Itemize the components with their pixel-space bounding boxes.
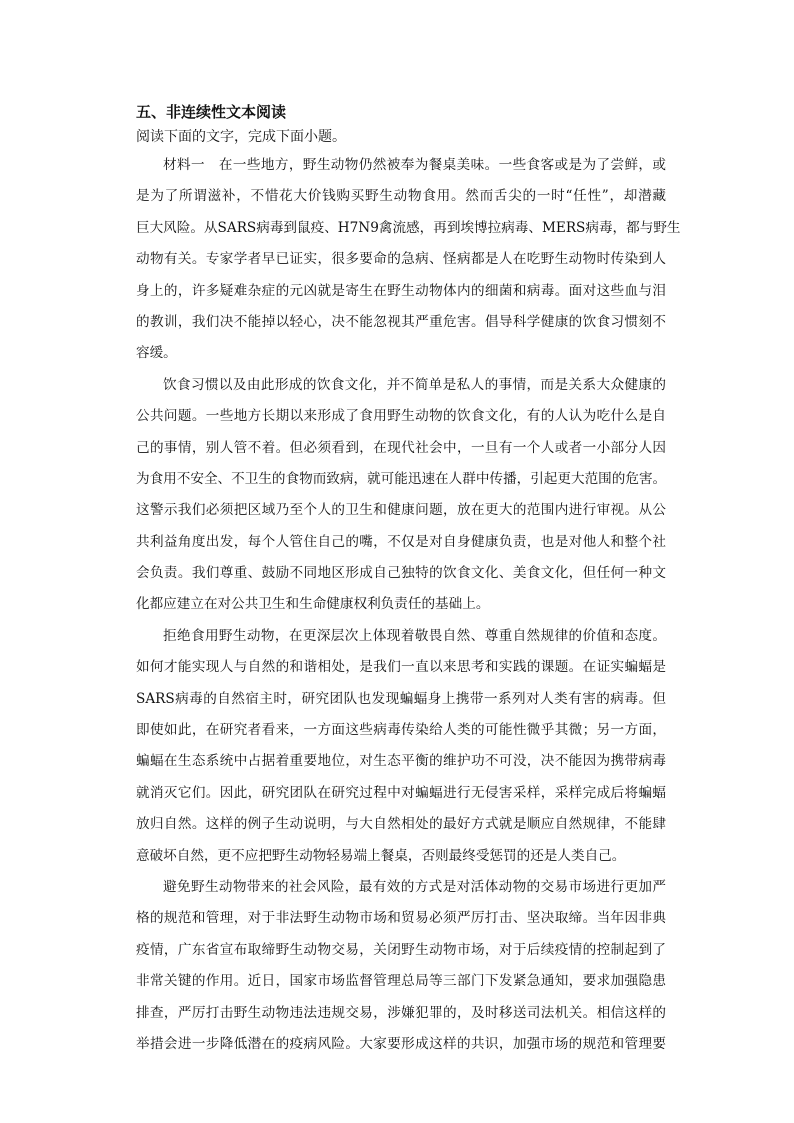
passage-line: 容缓。 — [136, 345, 177, 362]
passage-line: 身上的，许多疑难杂症的元凶就是寄生在野生动物体内的细菌和病毒。面对这些血与泪 — [136, 282, 666, 299]
passage-line: 化都应建立在对公共卫生和生命健康权利负责任的基础上。 — [136, 596, 490, 613]
passage-line: 举措会进一步降低潜在的疫病风险。大家要形成这样的共识，加强市场的规范和管理要 — [136, 1035, 666, 1052]
passage-line: 公共问题。一些地方长期以来形成了食用野生动物的饮食文化，有的人认为吃什么是自 — [136, 408, 666, 425]
passage-line: 共利益角度出发，每个人管住自己的嘴，不仅是对自身健康负责，也是对他人和整个社 — [136, 533, 666, 550]
passage-line: 意破坏自然，更不应把野生动物轻易端上餐桌，否则最终受惩罚的还是人类自己。 — [136, 847, 626, 864]
reading-instruction: 阅读下面的文字，完成下面小题。 — [136, 129, 346, 145]
passage-line: 为食用不安全、不卫生的食物而致病，就可能迅速在人群中传播，引起更大范围的危害。 — [136, 470, 667, 487]
passage-line: 如何才能实现人与自然的和谐相处，是我们一直以来思考和实践的课题。在证实蝙蝠是 — [136, 659, 666, 676]
passage-line: 己的事情，别人管不着。但必须看到，在现代社会中，一旦有一个人或者一小部分人因 — [136, 439, 666, 456]
passage-line: 排查，严厉打击野生动物违法违规交易，涉嫌犯罪的，及时移送司法机关。相信这样的 — [136, 1004, 666, 1021]
passage-line: 放归自然。这样的例子生动说明，与大自然相处的最好方式就是顺应自然规律，不能肆 — [136, 816, 666, 833]
passage-line: 的教训，我们决不能掉以轻心，决不能忽视其严重危害。倡导科学健康的饮食习惯刻不 — [136, 313, 666, 330]
passage-line: 蝙蝠在生态系统中占据着重要地位，对生态平衡的维护功不可没，决不能因为携带病毒 — [136, 753, 666, 770]
passage-line: 疫情，广东省宣布取缔野生动物交易，关闭野生动物市场，对于后续疫情的控制起到了 — [136, 941, 666, 958]
reading-passage — [136, 150, 681, 1060]
passage-line: 即使如此，在研究者看来，一方面这些病毒传染给人类的可能性微乎其微；另一方面， — [136, 722, 666, 739]
passage-line: 就消灭它们。因此，研究团队在研究过程中对蝙蝠进行无侵害采样，采样完成后将蝙蝠 — [136, 784, 666, 801]
passage-line: 是为了所谓滋补，不惜花大价钱购买野生动物食用。然而舌尖的一时“任性”，却潜藏 — [136, 188, 666, 205]
passage-line: 会负责。我们尊重、鼓励不同地区形成自己独特的饮食文化、美食文化，但任何一种文 — [136, 565, 666, 582]
section-heading: 五、非连续性文本阅读 — [136, 103, 287, 121]
passage-line: 饮食习惯以及由此形成的饮食文化，并不简单是私人的事情，而是关系大众健康的 — [163, 376, 666, 393]
passage-line: SARS病毒的自然宿主时，研究团队也发现蝙蝠身上携带一系列对人类有害的病毒。但 — [136, 690, 666, 707]
passage-line: 拒绝食用野生动物，在更深层次上体现着敬畏自然、尊重自然规律的价值和态度。 — [163, 627, 666, 644]
passage-line: 非常关键的作用。近日，国家市场监督管理总局等三部门下发紧急通知，要求加强隐患 — [136, 973, 666, 990]
passage-line: 避免野生动物带来的社会风险，最有效的方式是对活体动物的交易市场进行更加严 — [163, 878, 666, 895]
passage-line: 材料一 在一些地方，野生动物仍然被奉为餐桌美味。一些食客或是为了尝鲜，或 — [163, 157, 666, 173]
passage-line: 格的规范和管理，对于非法野生动物市场和贸易必须严厉打击、坚决取缔。当年因非典 — [136, 910, 666, 927]
passage-line: 巨大风险。从SARS病毒到鼠疫、H7N9禽流感，再到埃博拉病毒、MERS病毒，都与野生 — [136, 219, 681, 236]
passage-line: 动物有关。专家学者早已证实，很多要命的急病、怪病都是人在吃野生动物时传染到人 — [136, 251, 666, 268]
passage-line: 这警示我们必须把区域乃至个人的卫生和健康问题，放在更大的范围内进行审视。从公 — [136, 502, 666, 519]
